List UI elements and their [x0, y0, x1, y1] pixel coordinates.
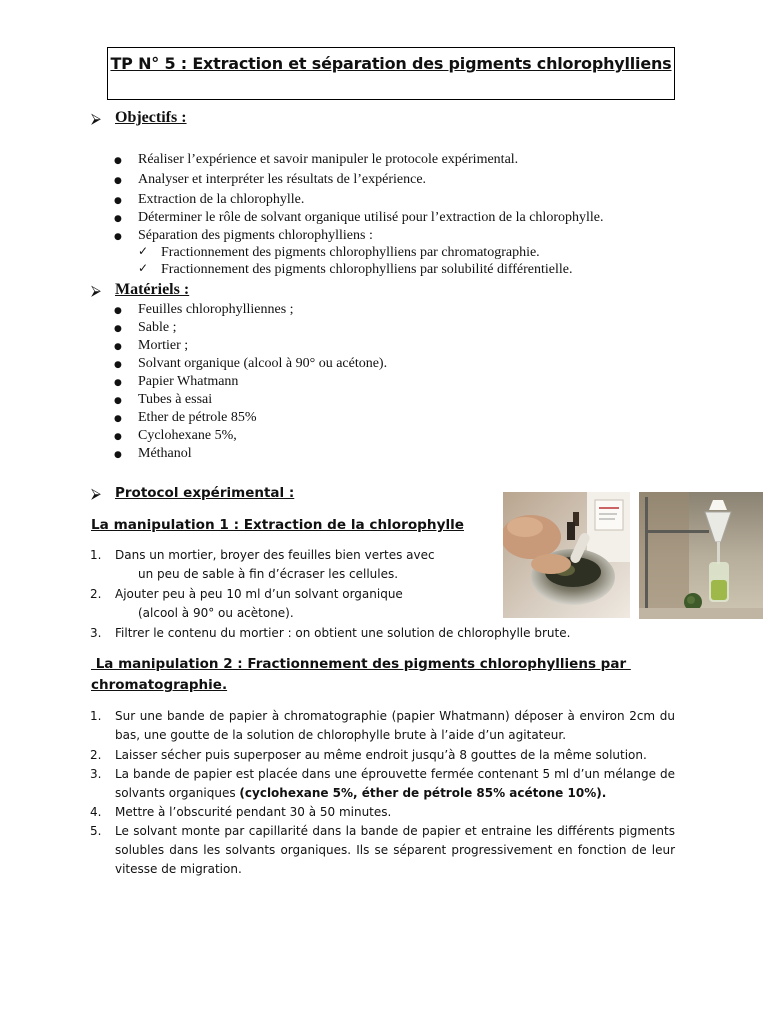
bullet-icon: ●	[114, 196, 122, 206]
step-text: un peu de sable à fin d’écraser les cellules.	[138, 567, 399, 581]
step-number: 2.	[90, 587, 102, 601]
list-item: Sable ;	[138, 320, 177, 335]
protocol-heading: Protocol expérimental :	[115, 485, 295, 501]
list-item: Déterminer le rôle de solvant organique utilisé pour l’extraction de la chlorophylle.	[138, 210, 604, 225]
step-text: Laisser sécher puis superposer au même endroit jusqu’à 8 gouttes de la même solution.	[115, 748, 647, 762]
step-text-bold: (cyclohexane 5%, éther de pétrole 85% acétone 10%).	[239, 786, 607, 800]
step-number: 3.	[90, 767, 102, 781]
list-item: Analyser et interpréter les résultats de l’expérience.	[138, 172, 427, 187]
step-text-block	[115, 765, 675, 803]
objectifs-heading: Objectifs :	[115, 109, 187, 126]
bullet-icon: ●	[114, 432, 122, 442]
step-text: (alcool à 90° ou acètone).	[138, 606, 294, 620]
bullet-icon: ●	[114, 360, 122, 370]
manip1-heading: La manipulation 1 : Extraction de la chlorophylle	[91, 517, 464, 533]
check-icon: ✓	[138, 244, 149, 258]
list-item: Séparation des pigments chlorophylliens :	[138, 228, 373, 243]
mortar-photo-illustration	[503, 492, 630, 618]
step-text: Le solvant monte par capillarité dans la bande de papier et entraine les différents pigments solubles dans les solvants organiques. Ils se séparent progressivement en fonction de leur vitesse de migration.	[115, 824, 675, 876]
arrow-icon: ⮚	[91, 283, 101, 299]
step-text: Mettre à l’obscurité pendant 30 à 50 minutes.	[115, 805, 392, 819]
page-title: TP N° 5 : Extraction et séparation des pigments chlorophylliens	[110, 54, 672, 73]
filtration-photo-illustration	[639, 492, 763, 619]
bullet-icon: ●	[114, 324, 122, 334]
step-text: Sur une bande de papier à chromatographie (papier Whatmann) déposer à environ 2cm du bas, une goutte de la solution de chlorophylle brute à l’aide d’un agitateur.	[115, 709, 675, 742]
arrow-icon: ⮚	[91, 486, 101, 502]
mortar-photo	[503, 492, 630, 618]
list-item: Méthanol	[138, 446, 192, 461]
list-item: Extraction de la chlorophylle.	[138, 192, 305, 207]
step-text: Filtrer le contenu du mortier : on obtient une solution de chlorophylle brute.	[115, 626, 571, 640]
bullet-icon: ●	[114, 396, 122, 406]
bullet-icon: ●	[114, 176, 122, 186]
list-item: Feuilles chlorophylliennes ;	[138, 302, 294, 317]
bullet-icon: ●	[114, 450, 122, 460]
materiels-heading: Matériels :	[115, 281, 190, 298]
list-subitem: Fractionnement des pigments chlorophylliens par chromatographie.	[161, 245, 540, 260]
bullet-icon: ●	[114, 378, 122, 388]
list-subitem: Fractionnement des pigments chlorophylliens par solubilité différentielle.	[161, 262, 573, 277]
filtration-photo	[639, 492, 763, 619]
step-number: 1.	[90, 548, 102, 562]
list-item: Solvant organique (alcool à 90° ou acétone).	[138, 356, 388, 371]
bullet-icon: ●	[114, 214, 122, 224]
list-item: Ether de pétrole 85%	[138, 410, 257, 425]
list-item: Tubes à essai	[138, 392, 213, 407]
check-icon: ✓	[138, 261, 149, 275]
bullet-icon: ●	[114, 232, 122, 242]
bullet-icon: ●	[114, 414, 122, 424]
arrow-icon: ⮚	[91, 111, 101, 127]
step-text: La bande de papier est placée dans une éprouvette fermée contenant 5 ml d’un mélange de solvants organiques	[115, 767, 675, 800]
list-item: Mortier ;	[138, 338, 189, 353]
list-item: Réaliser l’expérience et savoir manipuler le protocole expérimental.	[138, 152, 519, 167]
list-item: Cyclohexane 5%,	[138, 428, 237, 443]
manip2-heading-line1: La manipulation 2 : Fractionnement des pigments chlorophylliens par	[91, 656, 631, 672]
step-number: 4.	[90, 805, 102, 819]
step-text: Ajouter peu à peu 10 ml d’un solvant organique	[115, 587, 403, 601]
step-number: 3.	[90, 626, 102, 640]
step-number: 1.	[90, 709, 102, 723]
list-item: Papier Whatmann	[138, 374, 239, 389]
manip2-heading-line2: chromatographie.	[91, 677, 228, 693]
step-number: 2.	[90, 748, 102, 762]
step-number: 5.	[90, 824, 102, 838]
bullet-icon: ●	[114, 306, 122, 316]
step-text: Dans un mortier, broyer des feuilles bien vertes avec	[115, 548, 435, 562]
title-box	[107, 47, 675, 100]
bullet-icon: ●	[114, 342, 122, 352]
bullet-icon: ●	[114, 156, 122, 166]
